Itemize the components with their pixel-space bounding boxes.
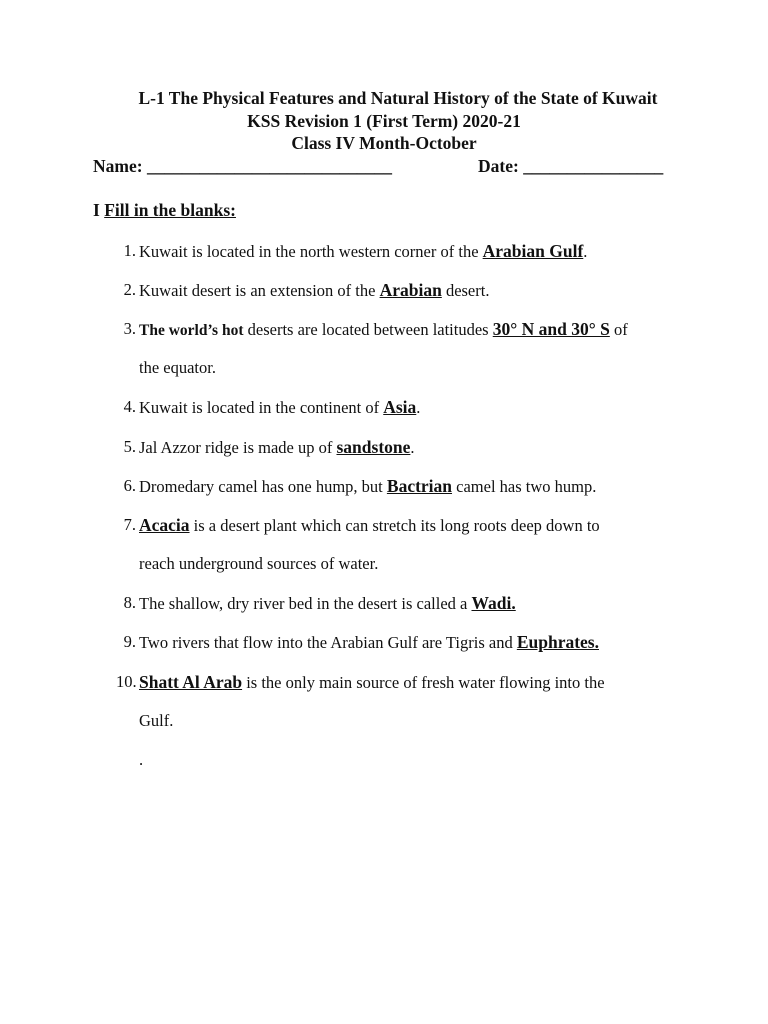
question-pre-text: Two rivers that flow into the Arabian Gulf are Tigris and — [139, 633, 517, 652]
class-month-line: Class IV Month-October — [291, 133, 477, 153]
trailing-period: . — [139, 750, 144, 769]
question-text — [139, 279, 489, 302]
question-text — [139, 318, 628, 342]
worksheet-title: L-1 The Physical Features and Natural History of the State of Kuwait — [138, 88, 658, 108]
question-text — [139, 671, 605, 694]
section-heading — [93, 199, 236, 221]
question-number: 2. — [123, 280, 136, 299]
question-post-text: is a desert plant which can stretch its long roots deep down to — [189, 516, 600, 535]
question-post-text: . — [583, 242, 588, 261]
question-10-continuation: Gulf. — [139, 711, 174, 730]
answer-text: Wadi. — [471, 593, 516, 613]
section-title: Fill in the blanks: — [104, 200, 236, 220]
question-text — [139, 631, 599, 654]
question-pre-text: Kuwait is located in the continent of — [139, 398, 384, 417]
question-text — [139, 436, 415, 459]
question-text — [139, 514, 600, 537]
answer-text: Shatt Al Arab — [139, 672, 243, 692]
answer-text: 30° N and 30° S — [492, 319, 610, 339]
answer-text: Acacia — [139, 515, 190, 535]
name-label: Name: — [93, 156, 143, 176]
answer-text: sandstone — [336, 437, 411, 457]
question-number: 5. — [123, 437, 136, 456]
worksheet-subtitle: KSS Revision 1 (First Term) 2020-21 — [247, 111, 521, 131]
answer-text: Asia — [383, 397, 417, 417]
question-number: 3. — [123, 319, 136, 338]
date-blank: ________________ — [523, 156, 664, 176]
question-text — [139, 592, 516, 615]
question-post-text: desert. — [441, 281, 490, 300]
question-pre-text: Jal Azzor ridge is made up of — [139, 438, 337, 457]
answer-text: Arabian Gulf — [482, 241, 584, 261]
question-number: 9. — [123, 632, 136, 651]
question-pre-text: The shallow, dry river bed in the desert is called a — [139, 594, 472, 613]
question-number: 6. — [123, 476, 136, 495]
question-lead-text: The world’s hot — [139, 322, 244, 339]
question-text — [139, 240, 587, 263]
question-number: 7. — [123, 515, 136, 534]
name-field — [93, 155, 392, 177]
question-pre-text: Dromedary camel has one hump, but — [139, 477, 387, 496]
question-post-text: is the only main source of fresh water flowing into the — [242, 673, 605, 692]
name-blank: ____________________________ — [146, 156, 392, 176]
answer-text: Euphrates. — [516, 632, 599, 652]
question-pre-text: deserts are located between latitudes — [243, 320, 493, 339]
question-number: 4. — [123, 397, 136, 416]
question-post-text: . — [416, 398, 421, 417]
question-7-continuation: reach underground sources of water. — [139, 554, 379, 573]
question-post-text: camel has two hump. — [452, 477, 597, 496]
question-post-text: . — [410, 438, 415, 457]
question-number: 10. — [116, 672, 137, 691]
question-text — [139, 475, 596, 498]
question-pre-text: Kuwait is located in the north western corner of the — [139, 242, 483, 261]
question-pre-text: Kuwait desert is an extension of the — [139, 281, 380, 300]
section-roman: I — [93, 200, 100, 220]
question-post-text: of — [609, 320, 628, 339]
answer-text: Bactrian — [386, 476, 453, 496]
date-field — [478, 155, 663, 177]
question-number: 1. — [123, 241, 136, 260]
question-3-continuation: the equator. — [139, 358, 216, 377]
answer-text: Arabian — [379, 280, 442, 300]
question-number: 8. — [123, 593, 136, 612]
question-text — [139, 396, 420, 419]
date-label: Date: — [478, 156, 519, 176]
